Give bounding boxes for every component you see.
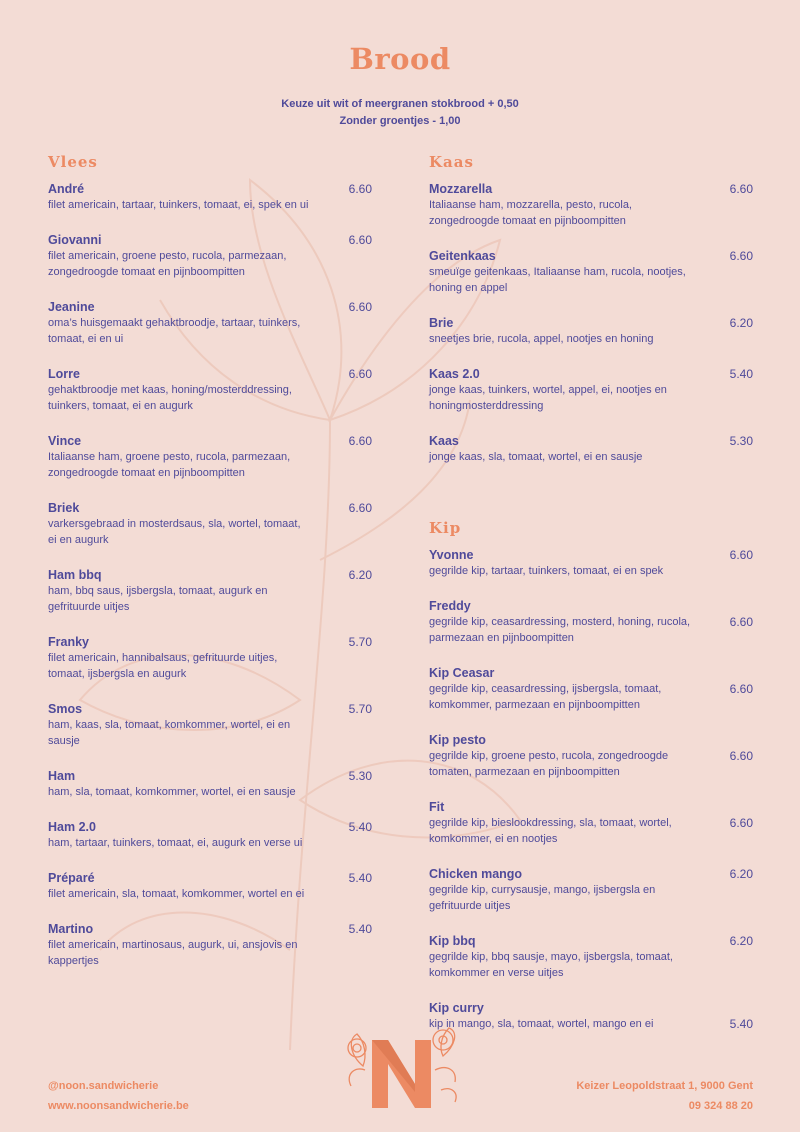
menu-item <box>48 567 372 615</box>
noon-logo-icon <box>343 1026 463 1112</box>
item-price: 6.20 <box>348 568 372 582</box>
item-price: 6.60 <box>729 615 753 629</box>
section-title: Kip <box>429 519 462 537</box>
menu-item <box>48 921 372 969</box>
menu-item <box>429 866 753 914</box>
item-price: 6.20 <box>729 867 753 881</box>
section-vlees <box>48 152 372 988</box>
menu-item <box>48 181 372 213</box>
item-description: Italiaanse ham, groene pesto, rucola, parmezaan, zongedroogde tomaat en pijnboompitten <box>48 451 291 479</box>
item-price: 5.30 <box>729 434 753 448</box>
item-name: Jeanine <box>48 300 95 314</box>
menu-item <box>429 181 753 229</box>
item-price: 6.60 <box>729 682 753 696</box>
item-description: sneetjes brie, rucola, appel, nootjes en honing <box>429 333 654 345</box>
menu-item <box>429 598 753 646</box>
menu-item <box>48 819 372 851</box>
item-description: ham, bbq saus, ijsbergsla, tomaat, augurk en gefrituurde uitjes <box>48 585 268 613</box>
menu-item <box>429 1000 753 1032</box>
website-link[interactable]: www.noonsandwicherie.be <box>48 1100 189 1112</box>
item-price: 6.60 <box>348 233 372 247</box>
item-price: 6.60 <box>348 182 372 196</box>
item-name: Kip curry <box>429 1001 484 1015</box>
menu-item <box>48 500 372 548</box>
section-kip <box>429 518 753 1032</box>
item-price: 5.40 <box>348 922 372 936</box>
item-description: gegrilde kip, ceasardressing, mosterd, honing, rucola, parmezaan en pijnboompitten <box>429 616 691 644</box>
item-description: Italiaanse ham, mozzarella, pesto, rucola, zongedroogde tomaat en pijnboompitten <box>429 199 632 227</box>
item-description: ham, tartaar, tuinkers, tomaat, ei, augurk en verse ui <box>48 837 303 849</box>
item-price: 6.60 <box>729 249 753 263</box>
item-price: 6.60 <box>729 749 753 763</box>
item-description: gegrilde kip, bieslookdressing, sla, tomaat, wortel, komkommer, ei en nootjes <box>429 817 672 845</box>
item-name: Lorre <box>48 367 80 381</box>
item-price: 6.60 <box>729 182 753 196</box>
item-price: 5.40 <box>729 1017 753 1031</box>
item-description: varkersgebraad in mosterdsaus, sla, wortel, tomaat, ei en augurk <box>48 518 301 546</box>
menu-item <box>48 232 372 280</box>
item-price: 5.70 <box>348 635 372 649</box>
section-right-column <box>429 152 753 1051</box>
item-price: 6.20 <box>729 934 753 948</box>
section-spacer <box>429 484 753 518</box>
item-name: Kip Ceasar <box>429 666 495 680</box>
item-description: gegrilde kip, currysausje, mango, ijsbergsla en gefrituurde uitjes <box>429 884 656 912</box>
section-title: Kaas <box>429 153 474 171</box>
menu-item <box>48 768 372 800</box>
subtitle-line: Zonder groentjes - 1,00 <box>339 115 461 127</box>
item-description: filet americain, martinosaus, augurk, ui, ansjovis en kappertjes <box>48 939 298 967</box>
menu-item <box>429 933 753 981</box>
item-name: Kip bbq <box>429 934 476 948</box>
menu-item <box>429 366 753 414</box>
item-price: 5.30 <box>348 769 372 783</box>
item-name: Brie <box>429 316 454 330</box>
subtitle-line: Keuze uit wit of meergranen stokbrood + 0,50 <box>281 98 519 110</box>
item-price: 6.60 <box>348 367 372 381</box>
menu-item <box>429 799 753 847</box>
item-price: 5.40 <box>348 871 372 885</box>
item-name: Yvonne <box>429 548 474 562</box>
menu-item <box>48 870 372 902</box>
item-price: 5.40 <box>729 367 753 381</box>
item-description: gegrilde kip, bbq sausje, mayo, ijsbergsla, tomaat, komkommer en verse uitjes <box>429 951 673 979</box>
item-name: Ham bbq <box>48 568 102 582</box>
item-price: 6.60 <box>348 300 372 314</box>
item-name: Franky <box>48 635 89 649</box>
item-description: oma’s huisgemaakt gehaktbroodje, tartaar, tuinkers, tomaat, ei en ui <box>48 317 301 345</box>
item-price: 6.20 <box>729 316 753 330</box>
section-kaas <box>429 152 753 465</box>
item-name: Vince <box>48 434 82 448</box>
menu-item <box>429 315 753 347</box>
footer-contact-left <box>48 1076 189 1116</box>
item-description: gegrilde kip, groene pesto, rucola, zongedroogde tomaten, parmezaan en pijnboompitten <box>429 750 669 778</box>
item-price: 6.60 <box>729 548 753 562</box>
item-description: gehaktbroodje met kaas, honing/mosterddressing, tuinkers, tomaat, ei en augurk <box>48 384 292 412</box>
menu-item <box>48 701 372 749</box>
item-description: filet americain, sla, tomaat, komkommer, wortel en ei <box>48 888 305 900</box>
menu-item <box>429 547 753 579</box>
item-description: ham, sla, tomaat, komkommer, wortel, ei en sausje <box>48 786 296 798</box>
item-price: 6.60 <box>348 501 372 515</box>
item-name: Kip pesto <box>429 733 486 747</box>
phone-number[interactable]: 09 324 88 20 <box>688 1100 753 1112</box>
item-description: kip in mango, sla, tomaat, wortel, mango en ei <box>429 1018 654 1030</box>
item-price: 5.70 <box>348 702 372 716</box>
item-name: Fit <box>429 800 445 814</box>
item-name: Martino <box>48 922 94 936</box>
page-title: Brood <box>349 42 451 76</box>
item-price: 6.60 <box>348 434 372 448</box>
item-name: Geitenkaas <box>429 249 496 263</box>
menu-item <box>48 433 372 481</box>
item-description: filet americain, hannibalsaus, gefrituurde uitjes, tomaat, ijsbergsla en augurk <box>48 652 278 680</box>
item-description: jonge kaas, tuinkers, wortel, appel, ei, nootjes en honingmosterddressing <box>429 384 667 412</box>
item-price: 6.60 <box>729 816 753 830</box>
item-description: gegrilde kip, tartaar, tuinkers, tomaat, ei en spek <box>429 565 664 577</box>
item-description: filet americain, groene pesto, rucola, parmezaan, zongedroogde tomaat en pijnboompitten <box>48 250 287 278</box>
footer-contact-right <box>576 1076 753 1116</box>
item-name: Giovanni <box>48 233 102 247</box>
section-title: Vlees <box>48 153 98 171</box>
item-description: ham, kaas, sla, tomaat, komkommer, wortel, ei en sausje <box>48 719 291 747</box>
item-name: Kaas <box>429 434 459 448</box>
item-name: Briek <box>48 501 80 515</box>
subtitle <box>0 96 800 130</box>
item-name: Smos <box>48 702 83 716</box>
menu-item <box>429 248 753 296</box>
menu-item <box>48 634 372 682</box>
item-name: Mozzarella <box>429 182 493 196</box>
item-description: jonge kaas, sla, tomaat, wortel, ei en sausje <box>429 451 643 463</box>
item-name: Préparé <box>48 871 95 885</box>
item-description: filet americain, tartaar, tuinkers, tomaat, ei, spek en ui <box>48 199 309 211</box>
menu-item <box>48 299 372 347</box>
menu-item <box>48 366 372 414</box>
menu-item <box>429 732 753 780</box>
item-name: Kaas 2.0 <box>429 367 480 381</box>
item-price: 5.40 <box>348 820 372 834</box>
item-description: smeuïge geitenkaas, Italiaanse ham, rucola, nootjes, honing en appel <box>429 266 686 294</box>
item-name: Chicken mango <box>429 867 523 881</box>
menu-item <box>429 665 753 713</box>
item-name: André <box>48 182 85 196</box>
item-name: Freddy <box>429 599 471 613</box>
item-name: Ham 2.0 <box>48 820 96 834</box>
address: Keizer Leopoldstraat 1, 9000 Gent <box>576 1080 753 1092</box>
item-name: Ham <box>48 769 76 783</box>
menu-item <box>429 433 753 465</box>
instagram-handle[interactable]: @noon.sandwicherie <box>48 1080 159 1092</box>
item-description: gegrilde kip, ceasardressing, ijsbergsla, tomaat, komkommer, parmezaan en pijnboompitten <box>429 683 662 711</box>
